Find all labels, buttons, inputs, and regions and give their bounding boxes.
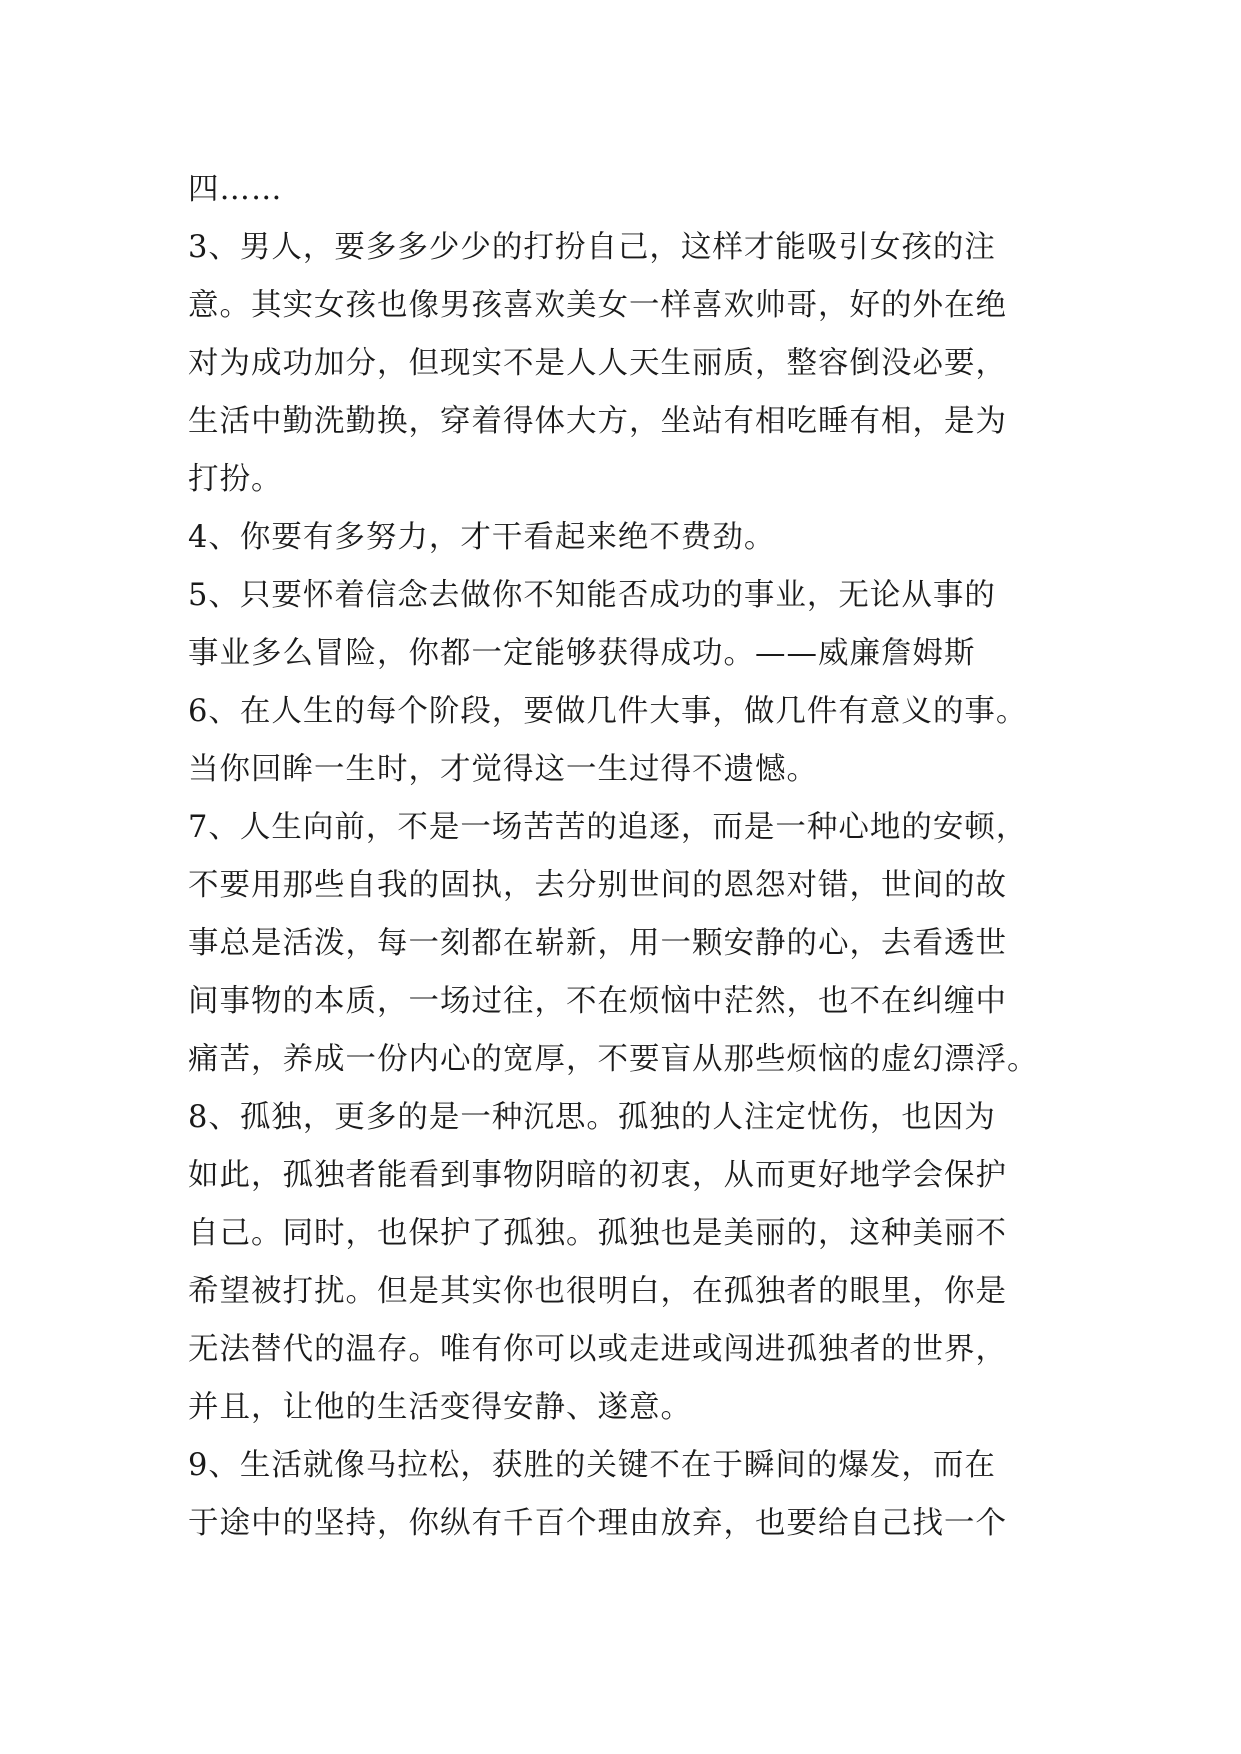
text-line: 自己。同时，也保护了孤独。孤独也是美丽的，这种美丽不 bbox=[188, 1216, 1007, 1251]
text-line: 事业多么冒险，你都一定能够获得成功。——威廉詹姆斯 bbox=[188, 636, 976, 671]
text-line: 事总是活泼，每一刻都在崭新，用一颗安静的心，去看透世 bbox=[188, 926, 1007, 961]
text-line: 痛苦，养成一份内心的宽厚，不要盲从那些烦恼的虚幻漂浮。 bbox=[188, 1042, 1039, 1077]
text-line: 当你回眸一生时，才觉得这一生过得不遗憾。 bbox=[188, 752, 818, 787]
text-line: 打扮。 bbox=[188, 462, 283, 497]
text-line: 5、只要怀着信念去做你不知能否成功的事业，无论从事的 bbox=[188, 578, 996, 613]
text-line: 间事物的本质，一场过往，不在烦恼中茫然，也不在纠缠中 bbox=[188, 984, 1007, 1019]
text-line: 4、你要有多努力，才干看起来绝不费劲。 bbox=[188, 520, 776, 555]
text-line: 7、人生向前，不是一场苦苦的追逐，而是一种心地的安顿， bbox=[188, 810, 1028, 845]
text-line: 对为成功加分，但现实不是人人天生丽质，整容倒没必要， bbox=[188, 346, 1007, 381]
text-line: 四…… bbox=[188, 172, 283, 207]
text-line: 不要用那些自我的固执，去分别世间的恩怨对错，世间的故 bbox=[188, 868, 1007, 903]
text-line: 无法替代的温存。唯有你可以或走进或闯进孤独者的世界， bbox=[188, 1332, 1007, 1367]
text-line: 8、孤独，更多的是一种沉思。孤独的人注定忧伤，也因为 bbox=[188, 1100, 996, 1135]
document-body bbox=[188, 161, 1068, 1553]
text-line: 6、在人生的每个阶段，要做几件大事，做几件有意义的事。 bbox=[188, 694, 1028, 729]
text-line: 于途中的坚持，你纵有千百个理由放弃，也要给自己找一个 bbox=[188, 1506, 1007, 1541]
text-line: 如此，孤独者能看到事物阴暗的初衷，从而更好地学会保护 bbox=[188, 1158, 1007, 1193]
text-line: 并且，让他的生活变得安静、遂意。 bbox=[188, 1390, 692, 1425]
text-line: 9、生活就像马拉松，获胜的关键不在于瞬间的爆发，而在 bbox=[188, 1448, 996, 1483]
text-line: 3、男人，要多多少少的打扮自己，这样才能吸引女孩的注 bbox=[188, 230, 996, 265]
text-line: 意。其实女孩也像男孩喜欢美女一样喜欢帅哥，好的外在绝 bbox=[188, 288, 1007, 323]
text-line: 生活中勤洗勤换，穿着得体大方，坐站有相吃睡有相，是为 bbox=[188, 404, 1007, 439]
text-line: 希望被打扰。但是其实你也很明白，在孤独者的眼里，你是 bbox=[188, 1274, 1007, 1309]
